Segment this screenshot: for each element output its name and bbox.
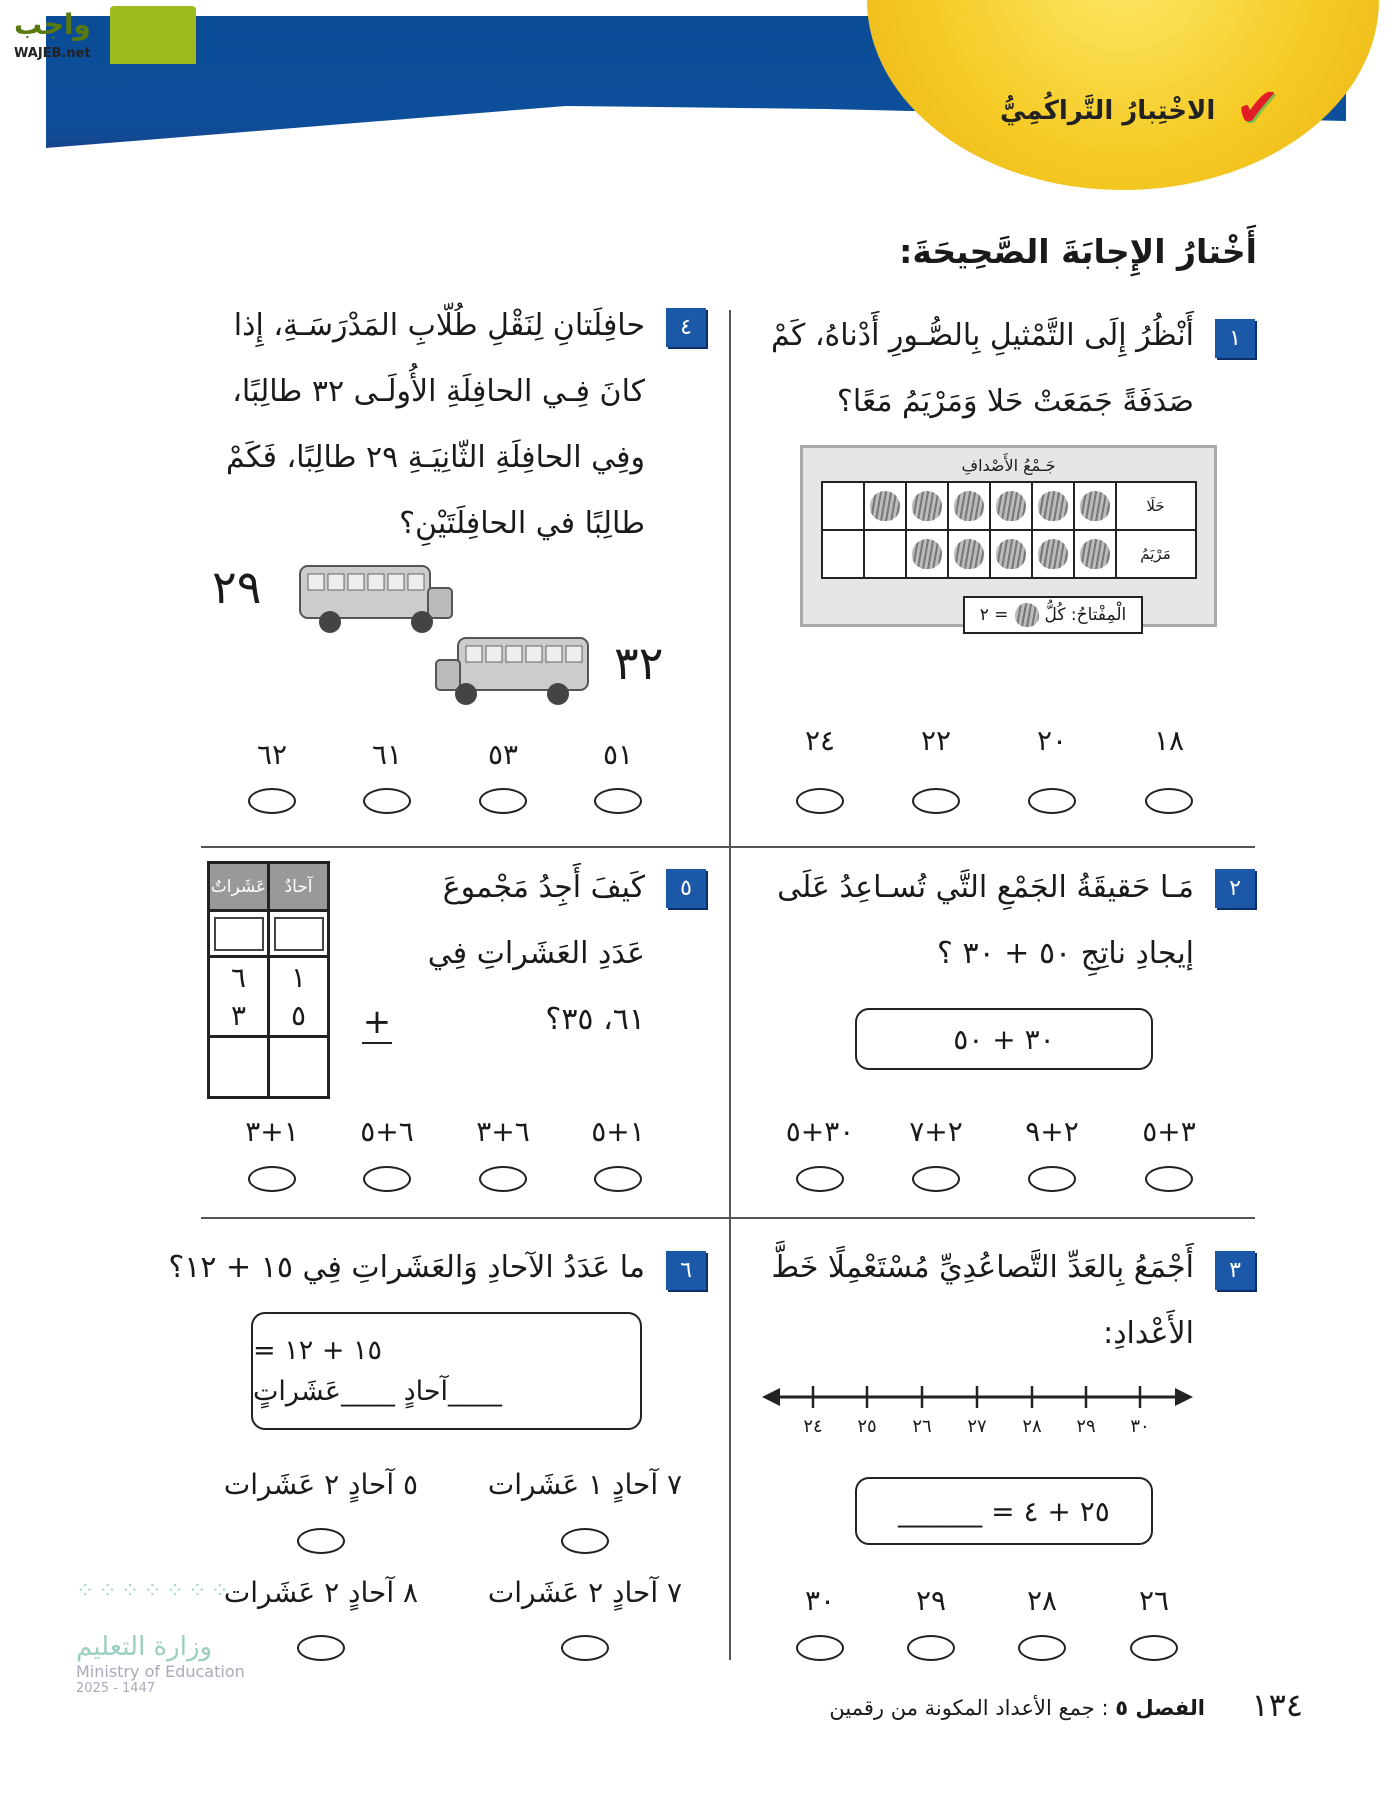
option-bubble[interactable]	[561, 1528, 609, 1554]
option-label: ٢٦	[1138, 1584, 1170, 1617]
tick-label: ٢٤	[803, 1416, 823, 1437]
option-label: ٢٢	[920, 724, 952, 757]
tick-label: ٢٥	[857, 1416, 877, 1437]
shell-icon	[996, 491, 1026, 521]
tens-header: عَشَراتٌ	[209, 863, 269, 911]
bus-icon	[298, 562, 456, 636]
shell-pictograph	[800, 445, 1217, 627]
bus-icon	[432, 634, 590, 708]
text-line: أَنْظُرُ إِلَى التَّمْثيلِ بِالصُّـورِ أَدْناهُ، كَمْ	[771, 318, 1194, 353]
option-label: ٧ آحادٍ ١ عَشَرات	[487, 1468, 683, 1501]
shell-icon	[870, 491, 900, 521]
divider-vertical	[729, 310, 731, 1660]
text-line: الأَعْدادِ:	[1103, 1316, 1194, 1351]
pictograph-table	[821, 481, 1197, 579]
pictograph-cell	[948, 482, 990, 530]
text-line: عَدَدِ العَشَراتِ فِي	[427, 936, 645, 971]
option-bubble[interactable]	[796, 1635, 844, 1661]
option-bubble[interactable]	[363, 1166, 411, 1192]
option-bubble[interactable]	[1145, 1166, 1193, 1192]
header-yellow-disc	[867, 0, 1379, 190]
shell-icon	[954, 491, 984, 521]
shell-icon	[1080, 539, 1110, 569]
question-number: ٤	[666, 308, 706, 347]
option-bubble[interactable]	[248, 1166, 296, 1192]
ministry-logo: ⁘⁘⁘⁘⁘⁘⁘ وزارة التعليم Ministry of Education 2025 - 1447	[76, 1578, 251, 1728]
question-number: ٣	[1215, 1251, 1255, 1290]
option-bubble[interactable]	[248, 788, 296, 814]
ministry-name-en: Ministry of Education	[76, 1662, 245, 1681]
pictograph-cell	[906, 482, 948, 530]
place-value-table	[207, 861, 330, 1099]
option-label: ٢٤	[804, 724, 836, 757]
chapter-number: الفصل ٥	[1115, 1696, 1205, 1720]
pictograph-cell	[990, 482, 1032, 530]
tick-label: ٢٦	[912, 1416, 932, 1437]
pictograph-cell	[822, 530, 864, 578]
question-6-text: ما عَدَدُ الآحادِ وَالعَشَراتِ فِي ١٥ + ١٢؟	[168, 1250, 645, 1285]
option-bubble[interactable]	[1028, 1166, 1076, 1192]
question-5-text	[428, 855, 645, 1053]
question-1-text	[771, 303, 1194, 435]
option-label: ٢٩	[915, 1584, 947, 1617]
option-label: ٣٠+٥	[785, 1115, 855, 1148]
equation: ١٥ + ١٢ =	[253, 1335, 383, 1366]
option-label: ٥١	[602, 738, 634, 771]
question-3-text	[771, 1235, 1194, 1367]
text-line: مَـا حَقيقَةُ الجَمْعِ التَّي تُسـاعِدُ عَلَى	[777, 870, 1194, 905]
option-label: ٦٢	[256, 738, 288, 771]
shell-icon	[1038, 539, 1068, 569]
pictograph-cell	[1074, 482, 1116, 530]
option-bubble[interactable]	[479, 788, 527, 814]
option-label: ٣+٥	[1142, 1115, 1196, 1148]
shell-icon	[912, 491, 942, 521]
shell-icon	[996, 539, 1026, 569]
option-label: ٣٠	[804, 1584, 836, 1617]
divider	[201, 846, 1255, 848]
question-number: ٥	[666, 869, 706, 908]
bus-count-label: ٣٢	[614, 636, 664, 690]
text-line: كانَ فِـي الحافِلَةِ الأُولَـى ٣٢ طالِبًا،	[232, 374, 645, 409]
text-line: طالِبًا في الحافِلَتَيْنِ؟	[399, 506, 645, 541]
pictograph-cell	[864, 482, 906, 530]
option-label: ٢+٩	[1025, 1115, 1079, 1148]
option-bubble[interactable]	[561, 1635, 609, 1661]
option-bubble[interactable]	[796, 788, 844, 814]
pictograph-cell	[1074, 530, 1116, 578]
divider	[201, 1217, 1255, 1219]
option-label: ٢٨	[1026, 1584, 1058, 1617]
text-line: ٦١، ٣٥؟	[545, 1002, 645, 1037]
option-bubble[interactable]	[907, 1635, 955, 1661]
option-bubble[interactable]	[363, 788, 411, 814]
option-label: ١٨	[1153, 724, 1185, 757]
option-bubble[interactable]	[297, 1528, 345, 1554]
option-label: ٥ آحادٍ ٢ عَشَرات	[223, 1468, 419, 1501]
page-number: ١٣٤	[1251, 1686, 1303, 1724]
option-label: ٦+٥	[360, 1115, 414, 1148]
chapter-title: : جمع الأعداد المكونة من رقمين	[829, 1696, 1109, 1720]
text-line: إيجادِ ناتِجِ ٥٠ + ٣٠ ؟	[937, 936, 1194, 971]
option-label: ١+٣	[245, 1115, 299, 1148]
digit: ٦	[209, 957, 269, 997]
pictograph-cell	[906, 530, 948, 578]
year: 2025 - 1447	[76, 1681, 156, 1696]
answer-box	[269, 911, 329, 957]
option-label: ١+٥	[591, 1115, 645, 1148]
question-4-text	[226, 293, 645, 557]
digit: ٣	[209, 997, 269, 1037]
option-bubble[interactable]	[912, 788, 960, 814]
question-number: ٢	[1215, 869, 1255, 908]
option-bubble[interactable]	[796, 1166, 844, 1192]
tick-label: ٣٠	[1130, 1416, 1150, 1437]
option-label: ٦+٣	[476, 1115, 530, 1148]
checkmark-icon: ✔	[1235, 76, 1281, 139]
pictograph-cell	[1032, 530, 1074, 578]
option-bubble[interactable]	[1028, 788, 1076, 814]
option-bubble[interactable]	[297, 1635, 345, 1661]
question-number: ١	[1215, 319, 1255, 358]
key-value: = ٢	[979, 605, 1009, 625]
shell-icon	[912, 539, 942, 569]
question-number: ٦	[666, 1251, 706, 1290]
answer-box: ٢٥ + ٤ = ______	[855, 1477, 1153, 1545]
option-label: ٧ آحادٍ ٢ عَشَرات	[487, 1576, 683, 1609]
option-bubble[interactable]	[1018, 1635, 1066, 1661]
digit: ٥	[269, 997, 329, 1037]
hint-box: ٣٠ + ٥٠	[855, 1008, 1153, 1070]
pictograph-cell	[822, 482, 864, 530]
shell-icon	[954, 539, 984, 569]
text-line: وفِي الحافِلَةِ الثّانِيَـةِ ٢٩ طالِبًا، فَكَمْ	[226, 440, 645, 475]
question-2-text	[777, 855, 1194, 987]
shell-icon	[1038, 491, 1068, 521]
wajeb-logo: واجب WAJEB.net	[10, 6, 190, 62]
pictograph-cell	[990, 530, 1032, 578]
bus-count-label: ٢٩	[212, 560, 262, 614]
tick-label: ٢٧	[967, 1416, 987, 1437]
text-line: كَيفَ أَجِدُ مَجْموعَ	[442, 870, 645, 905]
answer-box	[209, 911, 269, 957]
option-label: ٢٠	[1036, 724, 1068, 757]
text-line: صَدَفَةً جَمَعَتْ حَلا وَمَرْيَمُ مَعًا؟	[836, 384, 1194, 419]
option-label: ٦١	[371, 738, 403, 771]
pictograph-key	[963, 596, 1143, 634]
fill-in-line: ____آحادٍ ____عَشَراتٍ	[253, 1376, 503, 1407]
text-line: أَجْمَعُ بِالعَدِّ التَّصاعُدِيِّ مُسْتَعْمِلًا خَطَّ	[771, 1250, 1194, 1285]
option-bubble[interactable]	[594, 788, 642, 814]
option-bubble[interactable]	[1130, 1635, 1178, 1661]
option-label: ٢+٧	[909, 1115, 963, 1148]
pictograph-cell	[948, 530, 990, 578]
answer-box	[251, 1312, 642, 1430]
instruction: أَخْتارُ الإِجابَةَ الصَّحِيحَةَ:	[899, 232, 1257, 271]
tick-label: ٢٩	[1076, 1416, 1096, 1437]
plus-sign: +	[362, 1002, 392, 1042]
pictograph-cell	[1032, 482, 1074, 530]
row-label: حَلَا	[1116, 482, 1196, 530]
ministry-name-ar: وزارة التعليم	[76, 1632, 213, 1662]
key-label: الْمِفْتاحُ: كُلُّ	[1044, 605, 1127, 625]
pictograph-cell	[864, 530, 906, 578]
shell-icon	[1080, 491, 1110, 521]
digit: ١	[269, 957, 329, 997]
tick-label: ٢٨	[1022, 1416, 1042, 1437]
option-label: ٥٣	[487, 738, 519, 771]
shell-icon	[1015, 603, 1039, 627]
row-label: مَرْيَمُ	[1116, 530, 1196, 578]
page-title: الاخْتِبارُ التَّراكُمِيُّ	[1000, 96, 1216, 126]
option-bubble[interactable]	[912, 1166, 960, 1192]
chart-title: جَـمْعُ الأَصْدافِ	[961, 456, 1056, 475]
option-label: ٨ آحادٍ ٢ عَشَرات	[223, 1576, 419, 1609]
number-line	[760, 1380, 1195, 1414]
ones-header: آحادٌ	[269, 863, 329, 911]
option-bubble[interactable]	[1145, 788, 1193, 814]
text-line: حافِلَتانِ لِنَقْلِ طُلّابِ المَدْرَسَـةِ، إِذا	[233, 308, 645, 343]
option-bubble[interactable]	[594, 1166, 642, 1192]
option-bubble[interactable]	[479, 1166, 527, 1192]
chapter-footer	[829, 1696, 1205, 1720]
